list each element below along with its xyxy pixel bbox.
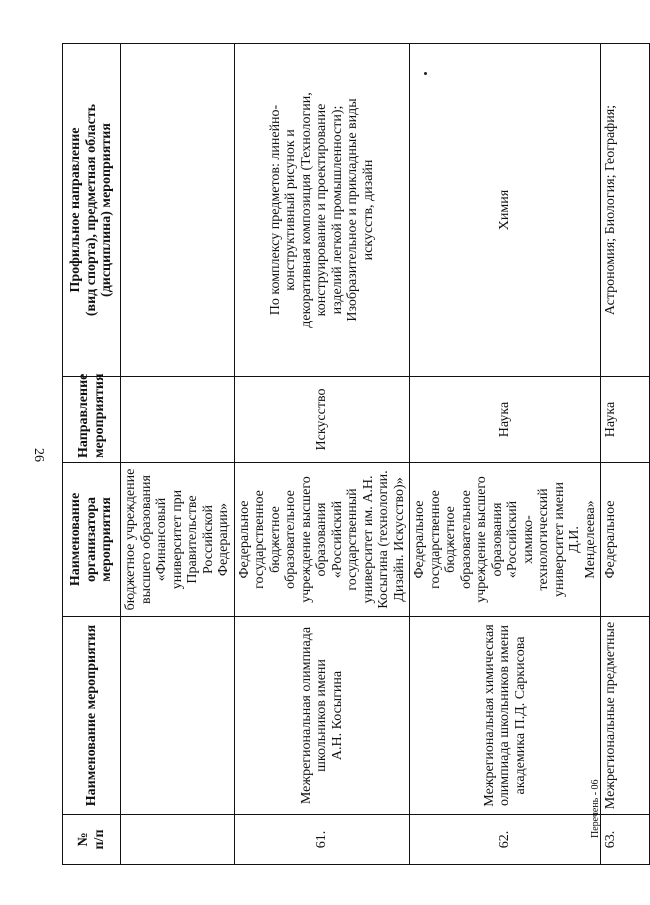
cell-profile: По комплексу предметов: линейно- конструктивный рисунок и декоративная композиция (Технологии, конструирование и проектирование изделий легкой промышленности); Изобразительное и прикладные виды искусств, дизайн — [234, 44, 410, 377]
cell-direction: Наука — [410, 377, 601, 463]
cell-num — [121, 815, 235, 865]
page-footer: Перечень - 06 — [590, 779, 601, 838]
cell-profile: Астрономия; Биология; География; — [601, 44, 650, 377]
cell-name: Межрегиональная химическая олимпиада школьников имени академика П.Д. Саркисова — [410, 617, 601, 815]
table-row — [601, 44, 650, 865]
table-header-row — [63, 44, 121, 865]
cell-organizer: бюджетное учреждение высшего образования «Финансовый университет при Правительстве Российской Федерации» — [121, 463, 235, 617]
cell-name: Межрегиональная олимпиада школьников имени А.Н. Косыгина — [234, 617, 410, 815]
page-number: 26 — [31, 448, 46, 462]
table-row — [121, 44, 235, 865]
cell-name — [121, 617, 235, 815]
cell-organizer: Федеральное государственное бюджетное образовательное учреждение высшего образования «Российский химико-технологический университет имени Д.И. Менделеева» — [410, 463, 601, 617]
cell-num: 61. — [234, 815, 410, 865]
cell-organizer: Федеральное государственное бюджетное образовательное учреждение высшего образования «Российский государственный университет им. А.Н. Косыгина (технологии. Дизайн. Искусство)» — [234, 463, 410, 617]
table-row — [410, 44, 601, 865]
cell-num: 62. — [410, 815, 601, 865]
header-profile: Профильное направление (вид спорта), предметная область (дисциплина) мероприятия — [63, 44, 121, 377]
header-num: № п/п — [63, 815, 121, 865]
table-row — [234, 44, 410, 865]
header-name: Наименование мероприятия — [63, 617, 121, 815]
cell-profile: Химия — [410, 44, 601, 377]
cell-direction — [121, 377, 235, 463]
cell-organizer: Федеральное — [601, 463, 650, 617]
header-organizer: Наименование организатора мероприятия — [63, 463, 121, 617]
cell-num: 63. — [601, 815, 650, 865]
cell-profile — [121, 44, 235, 377]
cell-direction: Наука — [601, 377, 650, 463]
header-direction: Направление мероприятия — [63, 377, 121, 463]
events-table — [62, 43, 650, 865]
cell-name: Межрегиональные предметные — [601, 617, 650, 815]
cell-direction: Искусство — [234, 377, 410, 463]
